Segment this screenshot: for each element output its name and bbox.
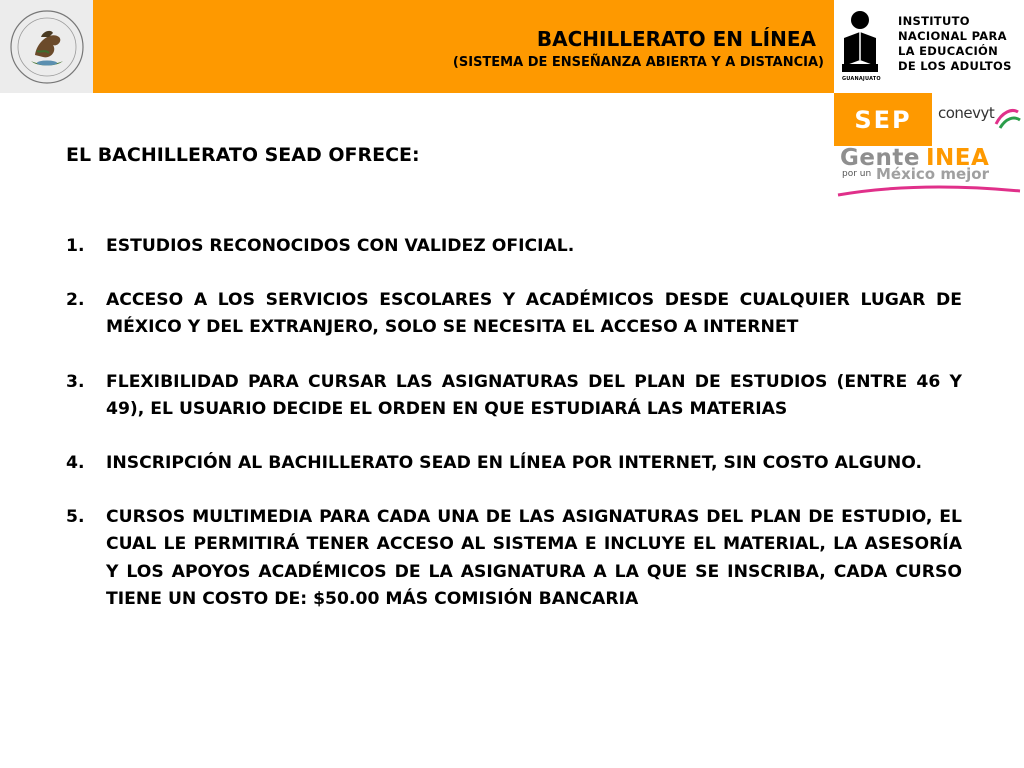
page-title: BACHILLERATO EN LÍNEA [536,27,816,51]
list-item-number: 1. [66,236,85,256]
inea-line: NACIONAL PARA [898,29,1007,43]
swoosh-icon [836,183,1022,197]
inea-reader-icon [840,8,892,86]
list-item-number: 4. [66,453,85,474]
seal-container [0,0,93,93]
inea-name [898,14,1012,74]
list-item [62,233,962,260]
list-item [62,504,962,613]
list-item-text: ACCESO A LOS SERVICIOS ESCOLARES Y ACADÉMICOS DESDE CUALQUIER LUGAR DE MÉXICO Y DEL EXTRANJERO, SOLO SE NECESITA EL ACCESO A INTERNET [106,290,962,338]
inea-word: INEA [925,145,990,171]
inea-line: INSTITUTO [898,14,970,28]
list-item-number: 3. [66,371,85,392]
list-item-text: INSCRIPCIÓN AL BACHILLERATO SEAD EN LÍNEA POR INTERNET, SIN COSTO ALGUNO. [106,453,923,474]
gente-word: Gente [840,145,920,171]
mexican-coat-of-arms-icon [7,7,87,87]
benefits-list [62,233,962,640]
list-item-number: 2. [66,290,85,311]
list-item-text: FLEXIBILIDAD PARA CURSAR LAS ASIGNATURAS DEL PLAN DE ESTUDIOS (ENTRE 46 Y 49), EL USUARIO DECIDE EL ORDEN EN QUE ESTUDIARÁ LAS MATERIAS [106,371,962,419]
list-item [62,287,962,341]
page-subtitle: (SISTEMA DE ENSEÑANZA ABIERTA Y A DISTANCIA) [452,55,824,70]
gente-tagline-prefix: por un [842,169,872,179]
conevyt-swoosh-icon [992,102,1022,132]
gente-tagline: México mejor [876,165,989,183]
sep-logo [834,93,932,146]
gente-inea-logo [836,145,1024,197]
inea-line: DE LOS ADULTOS [898,59,1012,73]
inea-location: GUANAJUATO [842,76,881,82]
header-band [0,0,834,93]
sep-label: SEP [854,105,912,134]
conevyt-logo [936,96,1024,142]
list-item [62,369,962,423]
inea-line: LA EDUCACIÓN [898,44,999,58]
section-heading: EL BACHILLERATO SEAD OFRECE: [66,144,420,166]
conevyt-label: conevyt [938,104,995,122]
inea-logo [838,6,1024,88]
list-item-number: 5. [66,507,85,528]
list-item [62,450,962,477]
list-item-text: ESTUDIOS RECONOCIDOS CON VALIDEZ OFICIAL. [106,236,575,256]
list-item-text: CURSOS MULTIMEDIA PARA CADA UNA DE LAS ASIGNATURAS DEL PLAN DE ESTUDIO, EL CUAL LE PERMITIRÁ TENER ACCESO AL SISTEMA E INCLUYE EL MATERIAL, LA ASESORÍA Y LOS APOYOS ACADÉMICOS DE LA ASIGNATURA A LA QUE SE INSCRIBA, CADA CURSO TIENE UN COSTO DE: $50.00 MÁS COMISIÓN BANCARIA [106,507,962,609]
